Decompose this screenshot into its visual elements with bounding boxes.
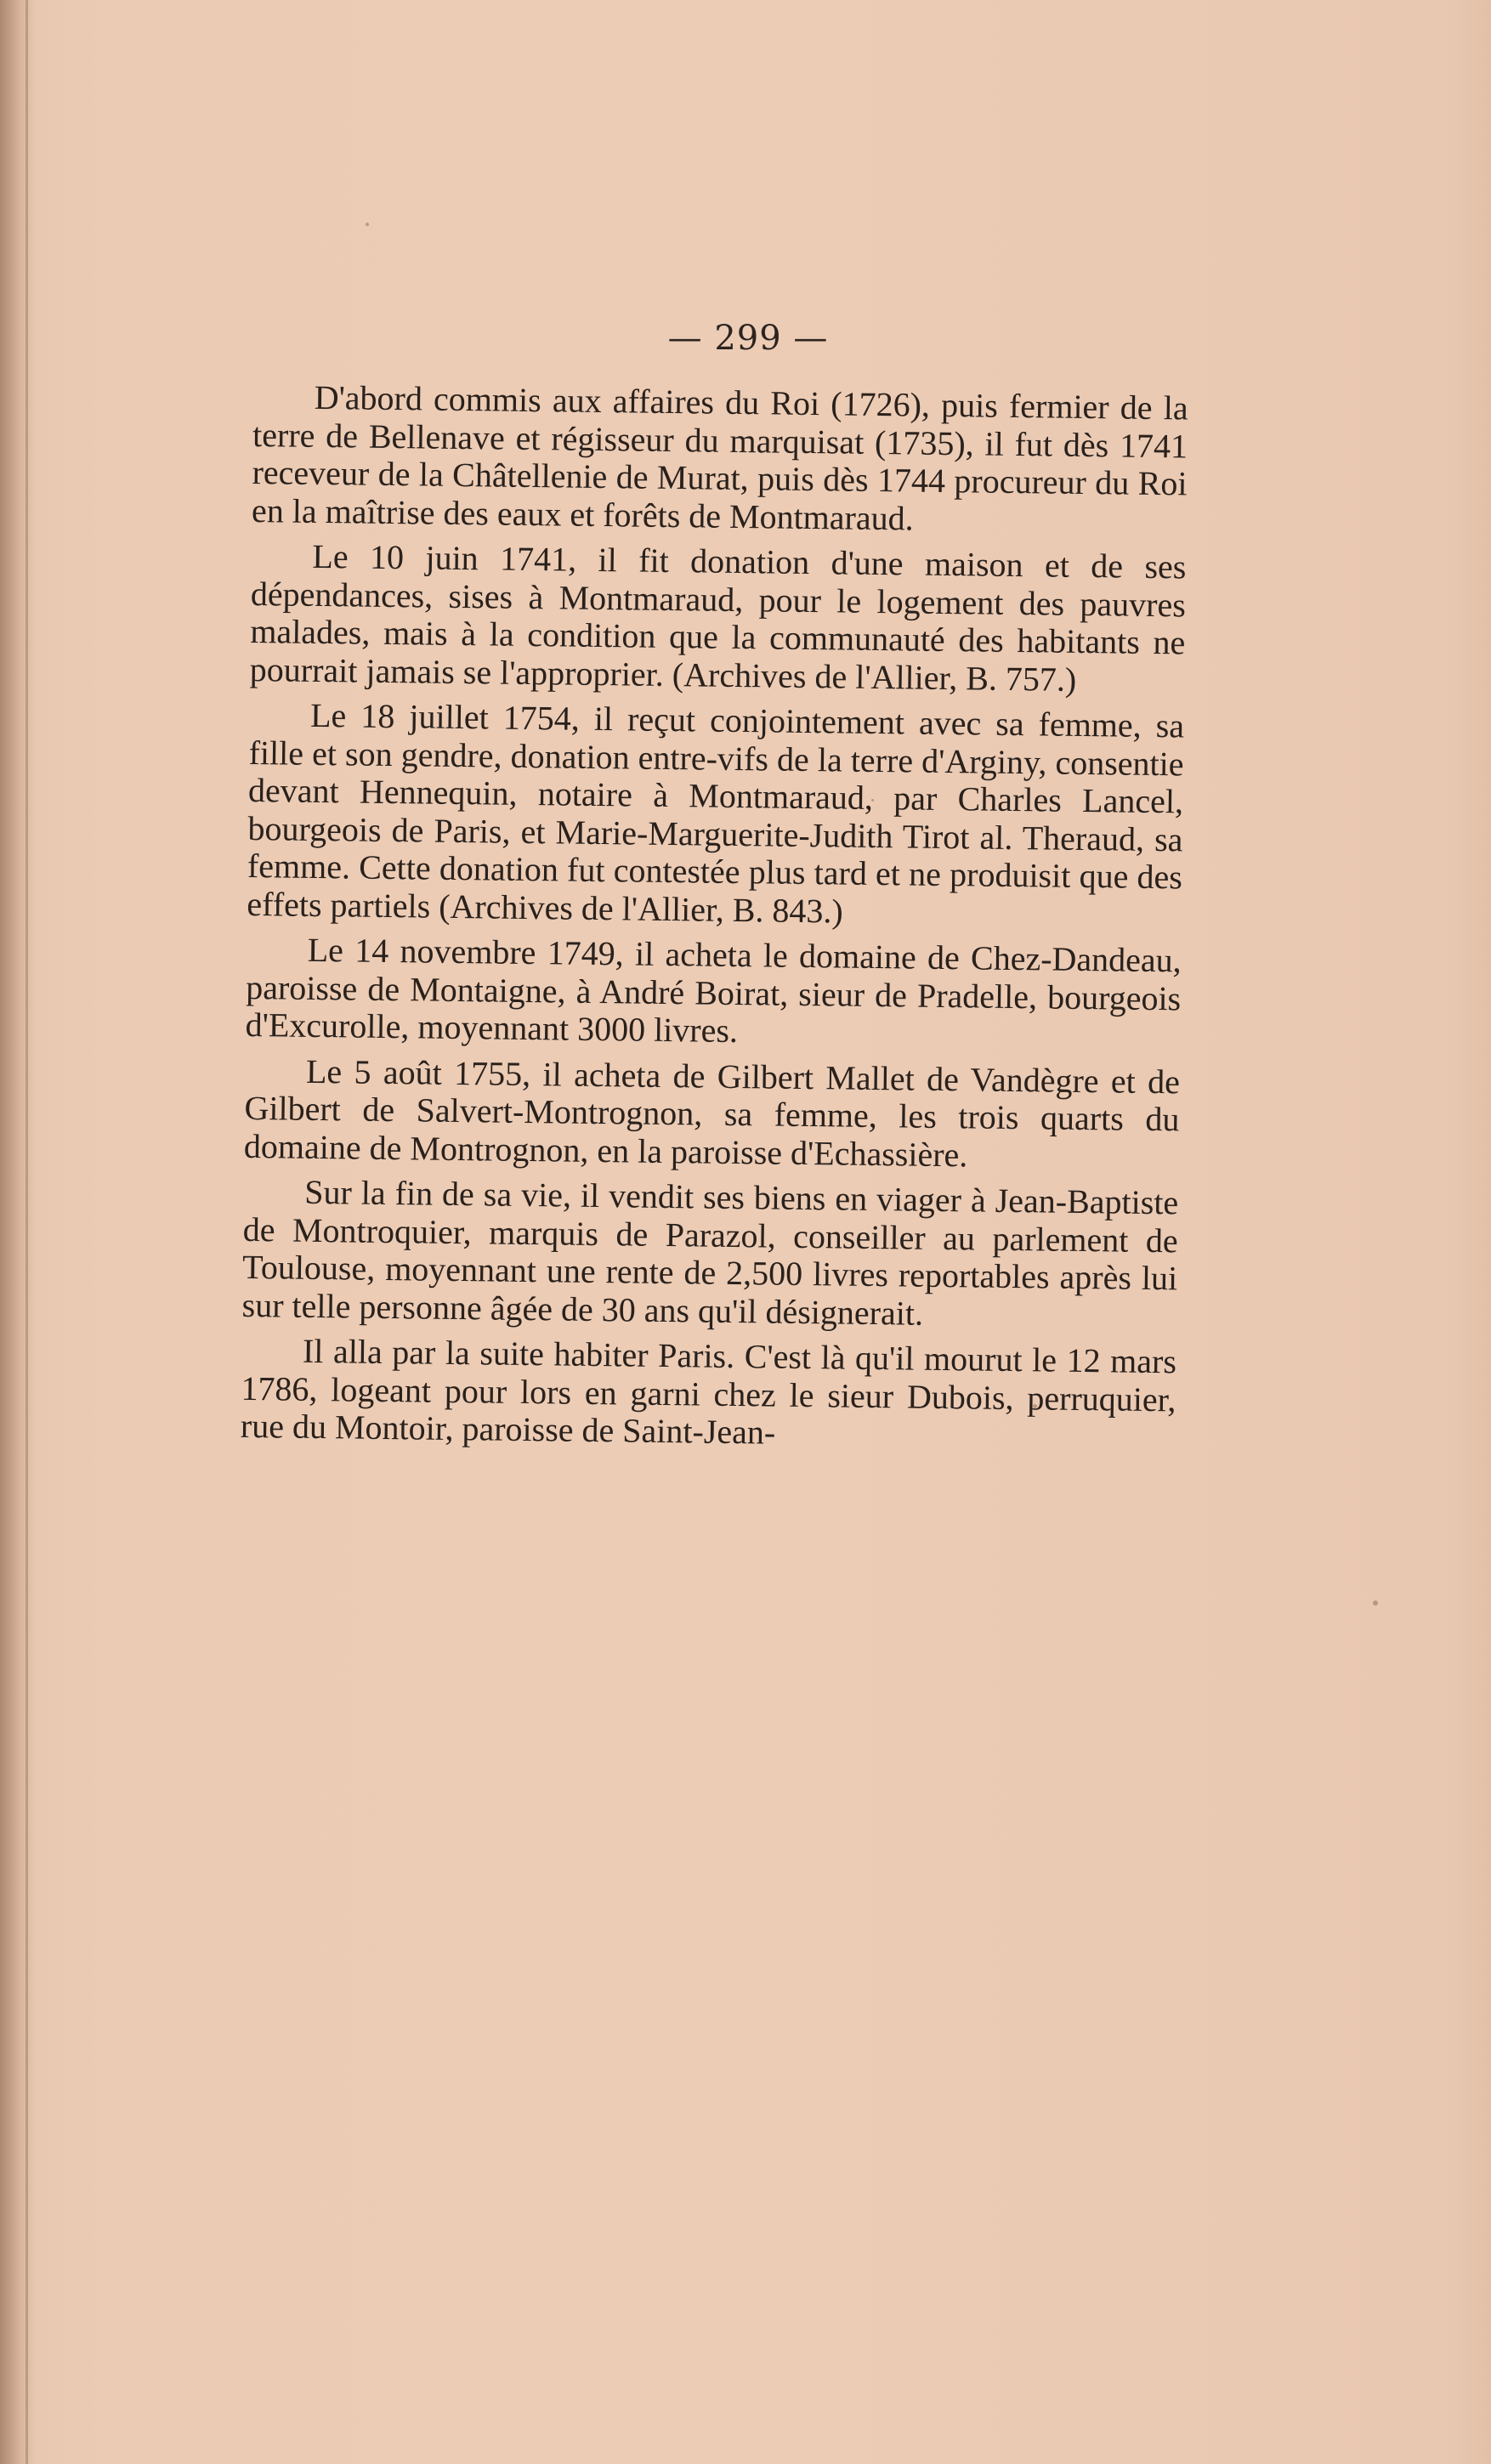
paper-speck [366,223,369,226]
binding-edge [26,0,28,2464]
paper-speck [1373,1600,1378,1606]
paragraph: Le 14 novembre 1749, il acheta le domaine de Chez-Dandeau, paroisse de Montaigne, à André Boirat, sieur de Pradelle, bourgeois d'Excurolle, moyennant 3000 livres. [245,930,1182,1051]
paragraph: D'abord commis aux affaires du Roi (1726), puis fermier de la terre de Bellenave et régisseur du marquisat (1735), il fut dès 1741 receveur de la Châtellenie de Murat, puis dès 1744 procureur du Roi en la maîtrise des eaux et forêts de Montmaraud. [251,377,1188,537]
paragraph: Sur la fin de sa vie, il vendit ses biens en viager à Jean-Baptiste de Montroquier, marquis de Parazol, conseiller au parlement de Toulouse, moyennant une rente de 2,500 livres reportables après lui sur telle personne âgée de 30 ans qu'il désignerait. [241,1172,1179,1333]
paragraph: Le 5 août 1755, il acheta de Gilbert Mallet de Vandègre et de Gilbert de Salvert-Montrognon, sa femme, les trois quarts du domaine de Montrognon, en la paroisse d'Echassière. [243,1051,1181,1174]
paragraph: Le 10 juin 1741, il fit donation d'une maison et de ses dépendances, sises à Montmaraud, pour le logement des pauvres malades, mais à la condition que la communauté des habitants ne pourrait jamais se l'approprier. (Archives de l'Allier, B. 757.) [249,536,1187,699]
body-text [241,378,1188,1457]
paragraph: Le 18 juillet 1754, il reçut conjointement avec sa femme, sa fille et son gendre, donation entre-vifs de la terre d'Arginy, consentie devant Hennequin, notaire à Montmaraud, par Charles Lancel, bourgeois de Paris, et Marie-Marguerite-Judith Tirot al. Theraud, sa femme. Cette donation fut contestée plus tard et ne produisit que des effets partiels (Archives de l'Allier, B. 843.) [247,695,1185,931]
page-number: — 299 — [667,319,829,358]
paragraph: Il alla par la suite habiter Paris. C'est là qu'il mourut le 12 mars 1786, logeant pour lors en garni chez le sieur Dubois, perruquier, rue du Montoir, paroisse de Saint-Jean- [240,1331,1177,1452]
binding-shadow [0,0,37,2464]
